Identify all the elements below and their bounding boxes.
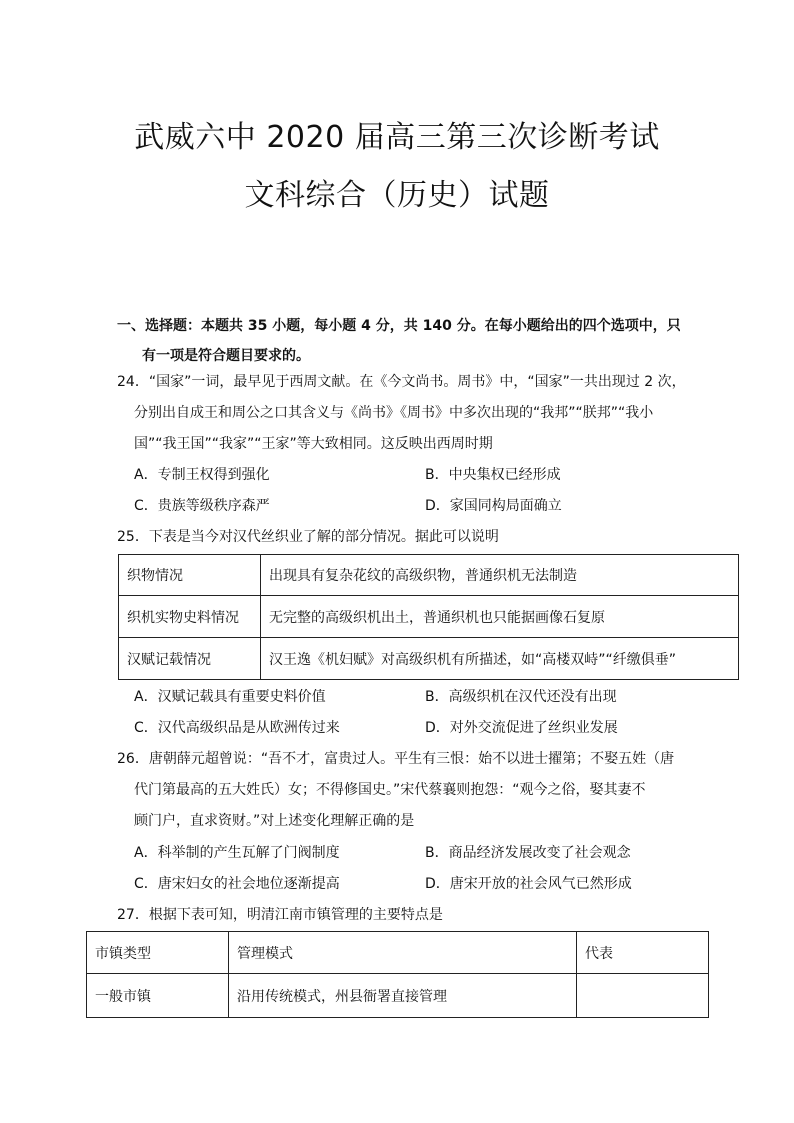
q26-stem-1: 26．唐朝薛元超曾说：“吾不才，富贵过人。平生有三恨：始不以进士擢第；不娶五姓（唐 xyxy=(117,751,675,767)
table-cell: 织机实物史料情况 xyxy=(119,596,261,638)
table-row xyxy=(119,638,739,680)
q24-option-a: A．专制王权得到强化 xyxy=(134,467,270,483)
q25-option-c: C．汉代高级织品是从欧洲传过来 xyxy=(134,720,340,736)
q24-stem-1: 24．“国家”一词，最早见于西周文献。在《今文尚书。周书》中，“国家”一共出现过 2 次， xyxy=(117,374,686,390)
section-instructions xyxy=(117,311,707,371)
q27-stem: 27．根据下表可知，明清江南市镇管理的主要特点是 xyxy=(117,907,443,923)
table-cell: 织物情况 xyxy=(119,555,261,596)
q26-stem-3: 顾门户，直求资财。”对上述变化理解正确的是 xyxy=(134,813,415,829)
table-header-cell: 市镇类型 xyxy=(87,932,229,974)
q24-option-c: C．贵族等级秩序森严 xyxy=(134,498,270,514)
q26-stem-2: 代门第最高的五大姓氏）女；不得修国史。”宋代蔡襄则抱怨：“观今之俗，娶其妻不 xyxy=(134,782,646,798)
table-row xyxy=(87,974,709,1018)
section-line-2: 有一项是符合题目要求的。 xyxy=(142,348,310,364)
exam-subtitle: 文科综合（历史）试题 xyxy=(244,178,550,213)
q25-option-b: B．高级织机在汉代还没有出现 xyxy=(425,689,617,705)
table-cell: 汉王逸《机妇赋》对高级织机有所描述，如“高楼双峙”“纤缴俱垂” xyxy=(261,638,739,680)
q25-stem: 25．下表是当今对汉代丝织业了解的部分情况。据此可以说明 xyxy=(117,529,499,545)
q25-option-d: D．对外交流促进了丝织业发展 xyxy=(425,720,618,736)
table-header-cell: 管理模式 xyxy=(229,932,577,974)
q25-option-a: A．汉赋记载具有重要史料价值 xyxy=(134,689,326,705)
q26-option-d: D．唐宋开放的社会风气已然形成 xyxy=(425,876,632,892)
table-header-cell: 代表 xyxy=(577,932,709,974)
q26-option-c: C．唐宋妇女的社会地位逐渐提高 xyxy=(134,876,340,892)
q26-option-b: B．商品经济发展改变了社会观念 xyxy=(425,845,631,861)
table-cell: 出现具有复杂花纹的高级织物，普通织机无法制造 xyxy=(261,555,739,596)
q26-option-a: A．科举制的产生瓦解了门阀制度 xyxy=(134,845,340,861)
table-cell: 沿用传统模式，州县衙署直接管理 xyxy=(229,974,577,1018)
exam-title: 武威六中 2020 届高三第三次诊断考试 xyxy=(134,120,660,155)
table-cell: 汉赋记载情况 xyxy=(119,638,261,680)
q27-table xyxy=(86,931,709,1018)
table-cell: 无完整的高级织机出土，普通织机也只能据画像石复原 xyxy=(261,596,739,638)
table-row xyxy=(119,555,739,596)
q24-stem-2: 分别出自成王和周公之口其含义与《尚书》《周书》中多次出现的“我邦”“朕邦”“我小 xyxy=(134,405,654,421)
table-header-row xyxy=(87,932,709,974)
q24-option-b: B．中央集权已经形成 xyxy=(425,467,561,483)
table-row xyxy=(119,596,739,638)
q25-table xyxy=(118,554,739,680)
q24-option-d: D．家国同构局面确立 xyxy=(425,498,562,514)
q24-stem-3: 国”“我王国”“我家”“王家”等大致相同。这反映出西周时期 xyxy=(134,436,493,452)
section-line-1: 一、选择题：本题共 35 小题，每小题 4 分，共 140 分。在每小题给出的四个选项中，只 xyxy=(117,318,681,334)
table-cell xyxy=(577,974,709,1018)
table-cell: 一般市镇 xyxy=(87,974,229,1018)
